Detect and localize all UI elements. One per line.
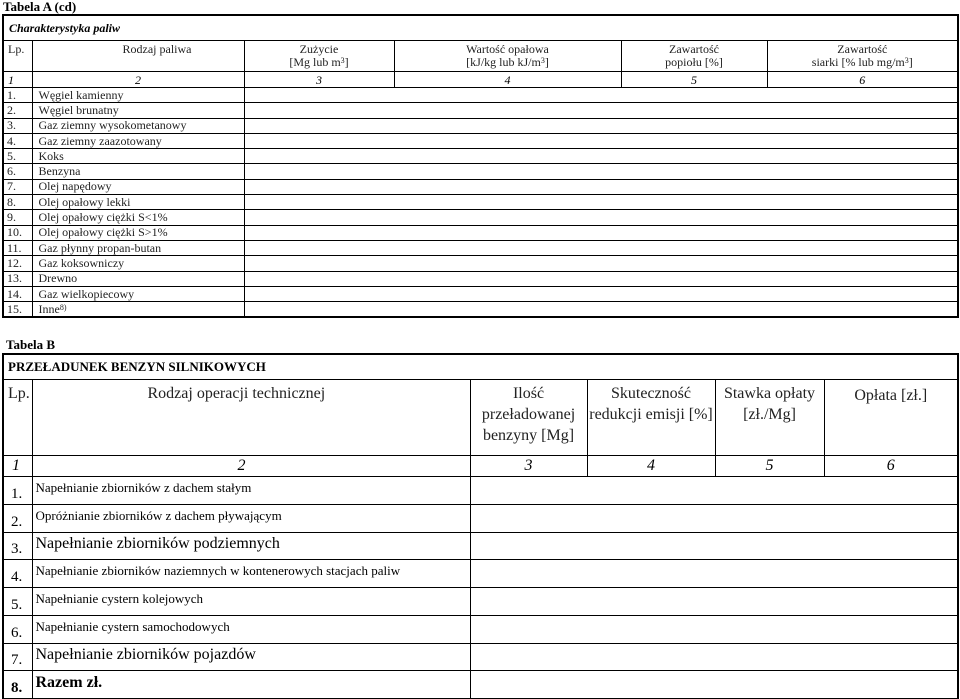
header-reduction-efficiency: Skuteczność redukcji emisji [%] bbox=[587, 380, 715, 456]
header-transfer-amount: Ilość przeładowanej benzyny [Mg] bbox=[470, 380, 587, 456]
row-lp: 7. bbox=[3, 179, 32, 194]
header-fuel-type: Rodzaj paliwa bbox=[32, 41, 244, 72]
fuel-name: Olej opałowy ciężki S<1% bbox=[32, 210, 244, 225]
fuel-data-cell[interactable] bbox=[244, 256, 958, 271]
row-lp: 9. bbox=[3, 210, 32, 225]
operation-name: Napełnianie zbiorników z dachem stałym bbox=[32, 477, 470, 505]
row-lp: 4. bbox=[3, 133, 32, 148]
column-number: 4 bbox=[394, 72, 621, 88]
footnote-marker: 8) bbox=[59, 302, 67, 312]
fuel-data-cell[interactable] bbox=[244, 286, 958, 301]
gasoline-transfer-table bbox=[2, 353, 959, 699]
row-lp: 1. bbox=[3, 477, 32, 505]
row-lp: 7. bbox=[3, 644, 32, 671]
fuel-name: Gaz płynny propan-butan bbox=[32, 240, 244, 255]
header-fee: Opłata [zł.] bbox=[824, 380, 958, 456]
column-number: 2 bbox=[32, 72, 244, 88]
row-lp: 1. bbox=[3, 88, 32, 103]
fuel-data-cell[interactable] bbox=[244, 271, 958, 286]
fuel-name: Gaz ziemny wysokometanowy bbox=[32, 118, 244, 133]
transfer-data-cell[interactable] bbox=[470, 616, 958, 644]
row-lp: 10. bbox=[3, 225, 32, 240]
total-label: Razem zł. bbox=[32, 671, 470, 699]
fuel-name: Olej opałowy lekki bbox=[32, 195, 244, 210]
row-lp: 3. bbox=[3, 118, 32, 133]
transfer-data-cell[interactable] bbox=[470, 477, 958, 505]
header-ash-content: Zawartość popiołu [%] bbox=[621, 41, 767, 72]
fuel-characteristics-table bbox=[2, 14, 959, 318]
column-number: 6 bbox=[824, 456, 958, 477]
column-number: 2 bbox=[32, 456, 470, 477]
row-lp: 2. bbox=[3, 103, 32, 118]
fuel-data-cell[interactable] bbox=[244, 210, 958, 225]
transfer-data-cell[interactable] bbox=[470, 560, 958, 588]
operation-name: Opróżnianie zbiorników z dachem pływającym bbox=[32, 505, 470, 533]
operation-name: Napełnianie cystern samochodowych bbox=[32, 616, 470, 644]
fuel-name: Olej opałowy ciężki S>1% bbox=[32, 225, 244, 240]
operation-name: Napełnianie zbiorników naziemnych w kontenerowych stacjach paliw bbox=[32, 560, 470, 588]
fuel-name: Węgiel kamienny bbox=[32, 88, 244, 103]
row-lp: 12. bbox=[3, 256, 32, 271]
row-lp: 5. bbox=[3, 149, 32, 164]
fuel-name: Olej napędowy bbox=[32, 179, 244, 194]
header-fee-rate: Stawka opłaty [zł./Mg] bbox=[715, 380, 824, 456]
fuel-name: Gaz koksowniczy bbox=[32, 256, 244, 271]
header-lp: Lp. bbox=[3, 380, 32, 456]
column-number: 6 bbox=[767, 72, 958, 88]
fuel-data-cell[interactable] bbox=[244, 225, 958, 240]
transfer-section-title: PRZEŁADUNEK BENZYN SILNIKOWYCH bbox=[3, 354, 958, 380]
header-calorific-value: Wartość opałowa [kJ/kg lub $kJ/m^3$] bbox=[394, 41, 621, 72]
row-lp: 5. bbox=[3, 588, 32, 616]
fuel-name: Gaz wielkopiecowy bbox=[32, 286, 244, 301]
fuel-name: Koks bbox=[32, 149, 244, 164]
column-number: 3 bbox=[470, 456, 587, 477]
row-lp: 6. bbox=[3, 616, 32, 644]
operation-name: Napełnianie cystern kolejowych bbox=[32, 588, 470, 616]
transfer-data-cell[interactable] bbox=[470, 588, 958, 616]
table-a-title: Tabela A (cd) bbox=[3, 0, 77, 14]
column-number: 4 bbox=[587, 456, 715, 477]
header-operation-type: Rodzaj operacji technicznej bbox=[32, 380, 470, 456]
fuel-data-cell[interactable] bbox=[244, 240, 958, 255]
fuel-data-cell[interactable] bbox=[244, 149, 958, 164]
header-sulfur-content: Zawartość siarki [% lub $mg/m^3$] bbox=[767, 41, 958, 72]
fuel-name: Węgiel brunatny bbox=[32, 103, 244, 118]
fuel-section-title: Charakterystyka paliw bbox=[3, 15, 958, 41]
fuel-data-cell[interactable] bbox=[244, 195, 958, 210]
row-lp: 2. bbox=[3, 505, 32, 533]
row-lp: 8. bbox=[3, 195, 32, 210]
fuel-data-cell[interactable] bbox=[244, 133, 958, 148]
row-lp: 15. bbox=[3, 302, 32, 318]
column-number: 1 bbox=[3, 72, 32, 88]
header-lp: Lp. bbox=[3, 41, 32, 72]
fuel-data-cell[interactable] bbox=[244, 118, 958, 133]
column-number: 5 bbox=[621, 72, 767, 88]
transfer-data-cell[interactable] bbox=[470, 533, 958, 560]
operation-name: Napełnianie zbiorników pojazdów bbox=[32, 644, 470, 671]
column-number: 1 bbox=[3, 456, 32, 477]
total-row-lp: 8. bbox=[3, 671, 32, 699]
fuel-data-cell[interactable] bbox=[244, 302, 958, 318]
row-lp: 6. bbox=[3, 164, 32, 179]
row-lp: 3. bbox=[3, 533, 32, 560]
fuel-name: Benzyna bbox=[32, 164, 244, 179]
row-lp: 4. bbox=[3, 560, 32, 588]
operation-name: Napełnianie zbiorników podziemnych bbox=[32, 533, 470, 560]
fuel-data-cell[interactable] bbox=[244, 164, 958, 179]
column-number: 5 bbox=[715, 456, 824, 477]
transfer-data-cell[interactable] bbox=[470, 644, 958, 671]
fuel-data-cell[interactable] bbox=[244, 103, 958, 118]
transfer-data-cell[interactable] bbox=[470, 505, 958, 533]
row-lp: 13. bbox=[3, 271, 32, 286]
header-usage: Zużycie [Mg lub $m^3$] bbox=[244, 41, 394, 72]
fuel-name: Gaz ziemny zaazotowany bbox=[32, 133, 244, 148]
fuel-data-cell[interactable] bbox=[244, 179, 958, 194]
column-number: 3 bbox=[244, 72, 394, 88]
total-data-cell[interactable] bbox=[470, 671, 958, 699]
table-b-title: Tabela B bbox=[6, 337, 56, 352]
row-lp: 11. bbox=[3, 240, 32, 255]
row-lp: 14. bbox=[3, 286, 32, 301]
fuel-name: Drewno bbox=[32, 271, 244, 286]
fuel-name: Inne$^{8)}$ bbox=[32, 302, 244, 318]
fuel-data-cell[interactable] bbox=[244, 88, 958, 103]
